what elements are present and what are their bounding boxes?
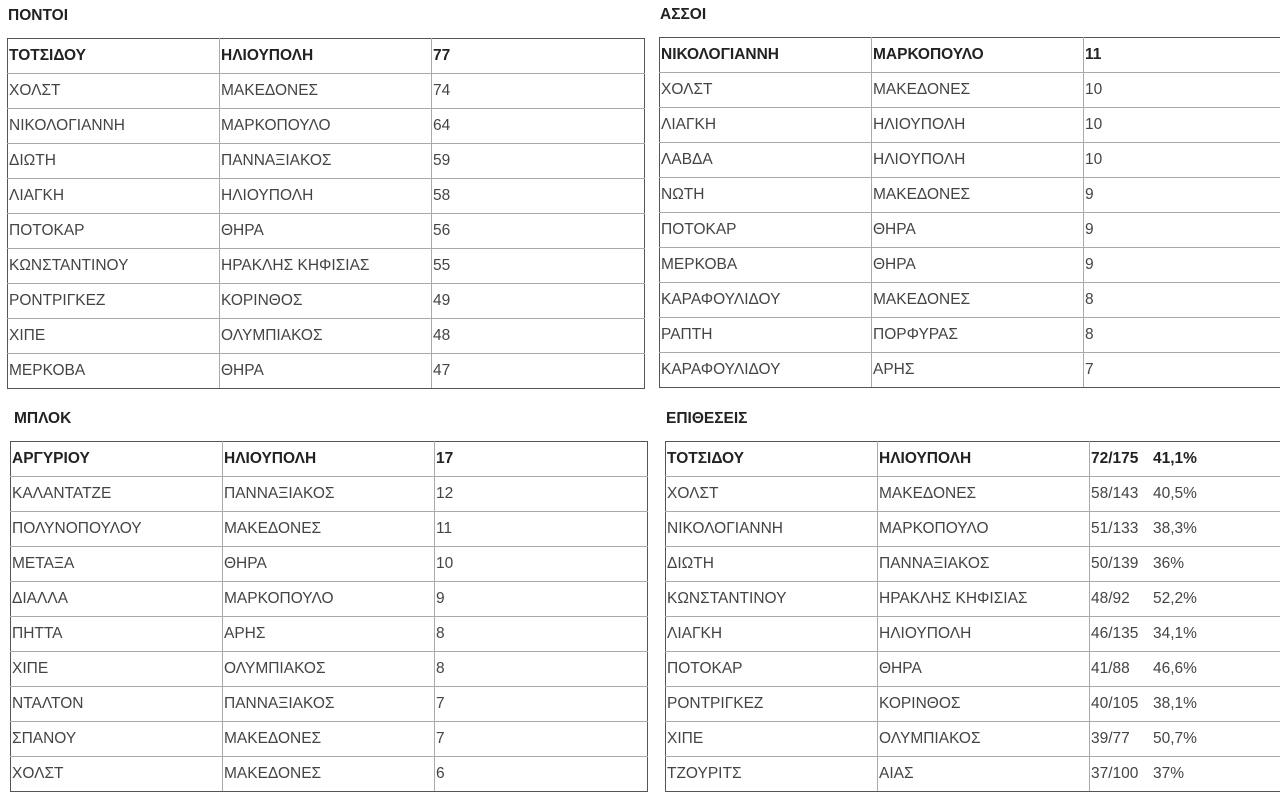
- stat-value-cell: 9: [1084, 178, 1280, 213]
- table-row: [11, 582, 648, 617]
- team-name-cell: ΜΑΚΕΔΟΝΕΣ: [878, 477, 1090, 512]
- team-name-cell: ΠΑΝΝΑΞΙΑΚΟΣ: [223, 477, 435, 512]
- table-row: [660, 108, 1280, 143]
- player-name-cell: ΝΤΑΛΤΟΝ: [11, 687, 223, 722]
- player-name-cell: ΛΙΑΓΚΗ: [8, 179, 220, 214]
- table-row: [11, 617, 648, 652]
- table-row: [8, 74, 645, 109]
- table-row: [8, 144, 645, 179]
- table-row: [666, 652, 1280, 687]
- attack-percentage: 34,1%: [1153, 625, 1197, 642]
- team-name-cell: ΠΑΝΝΑΞΙΑΚΟΣ: [220, 144, 432, 179]
- stat-value-cell: 12: [435, 477, 648, 512]
- table-row: [660, 213, 1280, 248]
- table-row: [660, 353, 1280, 388]
- team-name-cell: ΜΑΚΕΔΟΝΕΣ: [220, 74, 432, 109]
- assoi-table: [659, 37, 1280, 388]
- table-row: [666, 547, 1280, 582]
- team-name-cell: ΜΑΡΚΟΠΟΥΛΟ: [220, 109, 432, 144]
- mplok-table: [10, 441, 648, 792]
- team-name-cell: ΟΛΥΜΠΙΑΚΟΣ: [878, 722, 1090, 757]
- epitheseis-title: ΕΠΙΘΕΣΕΙΣ: [666, 410, 748, 427]
- team-name-cell: ΟΛΥΜΠΙΑΚΟΣ: [220, 319, 432, 354]
- stat-value-cell: [1090, 617, 1280, 652]
- stat-value-cell: 55: [432, 249, 645, 284]
- table-row: [666, 757, 1280, 792]
- stat-value-cell: 77: [432, 39, 645, 74]
- team-name-cell: ΟΛΥΜΠΙΑΚΟΣ: [223, 652, 435, 687]
- stat-value-cell: 48: [432, 319, 645, 354]
- stat-value-cell: 7: [435, 687, 648, 722]
- attack-percentage: 46,6%: [1153, 660, 1197, 677]
- attack-ratio: 46/135: [1091, 625, 1139, 642]
- player-name-cell: ΝΙΚΟΛΟΓΙΑΝΝΗ: [666, 512, 878, 547]
- player-name-cell: ΚΩΝΣΤΑΝΤΙΝΟΥ: [8, 249, 220, 284]
- table-row: [8, 284, 645, 319]
- player-name-cell: ΧΟΛΣΤ: [11, 757, 223, 792]
- table-row: [666, 512, 1280, 547]
- team-name-cell: ΗΛΙΟΥΠΟΛΗ: [220, 39, 432, 74]
- player-name-cell: ΧΙΠΕ: [11, 652, 223, 687]
- player-name-cell: ΝΙΚΟΛΟΓΙΑΝΝΗ: [660, 38, 872, 73]
- stat-value-cell: 10: [1084, 108, 1280, 143]
- player-name-cell: ΛΑΒΔΑ: [660, 143, 872, 178]
- player-name-cell: ΠΟΤΟΚΑΡ: [660, 213, 872, 248]
- attack-ratio: 58/143: [1091, 485, 1139, 502]
- team-name-cell: ΜΑΡΚΟΠΟΥΛΟ: [223, 582, 435, 617]
- attack-percentage: 50,7%: [1153, 730, 1197, 747]
- player-name-cell: ΧΙΠΕ: [666, 722, 878, 757]
- table-row: [11, 477, 648, 512]
- table-row: [660, 178, 1280, 213]
- table-leader-row: [666, 442, 1280, 477]
- team-name-cell: ΜΑΡΚΟΠΟΥΛΟ: [872, 38, 1084, 73]
- table-row: [8, 109, 645, 144]
- stat-value-cell: 7: [435, 722, 648, 757]
- table-row: [8, 354, 645, 389]
- stat-value-cell: [1090, 512, 1280, 547]
- attack-percentage: 41,1%: [1153, 450, 1197, 467]
- team-name-cell: ΜΑΚΕΔΟΝΕΣ: [872, 178, 1084, 213]
- stat-value-cell: [1090, 442, 1280, 477]
- team-name-cell: ΘΗΡΑ: [223, 547, 435, 582]
- table-row: [8, 319, 645, 354]
- table-row: [8, 214, 645, 249]
- team-name-cell: ΗΡΑΚΛΗΣ ΚΗΦΙΣΙΑΣ: [220, 249, 432, 284]
- team-name-cell: ΘΗΡΑ: [878, 652, 1090, 687]
- stat-value-cell: 11: [1084, 38, 1280, 73]
- team-name-cell: ΗΛΙΟΥΠΟΛΗ: [223, 442, 435, 477]
- player-name-cell: ΑΡΓΥΡΙΟΥ: [11, 442, 223, 477]
- table-row: [666, 477, 1280, 512]
- stat-value-cell: 64: [432, 109, 645, 144]
- stat-value-cell: 9: [1084, 248, 1280, 283]
- stat-value-cell: [1090, 582, 1280, 617]
- player-name-cell: ΚΩΝΣΤΑΝΤΙΝΟΥ: [666, 582, 878, 617]
- stat-value-cell: [1090, 477, 1280, 512]
- table-leader-row: [8, 39, 645, 74]
- player-name-cell: ΠΟΛΥΝΟΠΟΥΛΟΥ: [11, 512, 223, 547]
- player-name-cell: ΣΠΑΝΟΥ: [11, 722, 223, 757]
- player-name-cell: ΔΙΩΤΗ: [8, 144, 220, 179]
- player-name-cell: ΧΟΛΣΤ: [666, 477, 878, 512]
- table-row: [666, 722, 1280, 757]
- team-name-cell: ΗΡΑΚΛΗΣ ΚΗΦΙΣΙΑΣ: [878, 582, 1090, 617]
- player-name-cell: ΝΙΚΟΛΟΓΙΑΝΝΗ: [8, 109, 220, 144]
- stat-value-cell: 9: [1084, 213, 1280, 248]
- team-name-cell: ΠΑΝΝΑΞΙΑΚΟΣ: [878, 547, 1090, 582]
- player-name-cell: ΔΙΩΤΗ: [666, 547, 878, 582]
- team-name-cell: ΗΛΙΟΥΠΟΛΗ: [872, 108, 1084, 143]
- team-name-cell: ΠΑΝΝΑΞΙΑΚΟΣ: [223, 687, 435, 722]
- attack-ratio: 51/133: [1091, 520, 1139, 537]
- team-name-cell: ΘΗΡΑ: [872, 248, 1084, 283]
- team-name-cell: ΜΑΚΕΔΟΝΕΣ: [872, 283, 1084, 318]
- table-row: [660, 248, 1280, 283]
- team-name-cell: ΚΟΡΙΝΘΟΣ: [220, 284, 432, 319]
- team-name-cell: ΘΗΡΑ: [220, 214, 432, 249]
- player-name-cell: ΡΑΠΤΗ: [660, 318, 872, 353]
- mplok-title: ΜΠΛΟΚ: [14, 410, 72, 427]
- player-name-cell: ΔΙΑΛΛΑ: [11, 582, 223, 617]
- team-name-cell: ΗΛΙΟΥΠΟΛΗ: [872, 143, 1084, 178]
- table-row: [11, 652, 648, 687]
- stat-value-cell: 10: [435, 547, 648, 582]
- stat-value-cell: 17: [435, 442, 648, 477]
- attack-ratio: 37/100: [1091, 765, 1139, 782]
- team-name-cell: ΜΑΚΕΔΟΝΕΣ: [872, 73, 1084, 108]
- pontoi-title: ΠΟΝΤΟΙ: [8, 7, 68, 24]
- team-name-cell: ΠΟΡΦΥΡΑΣ: [872, 318, 1084, 353]
- player-name-cell: ΜΕΤΑΞΑ: [11, 547, 223, 582]
- player-name-cell: ΚΑΡΑΦΟΥΛΙΔΟΥ: [660, 283, 872, 318]
- table-row: [666, 687, 1280, 722]
- table-row: [666, 582, 1280, 617]
- stat-value-cell: 8: [1084, 318, 1280, 353]
- attack-ratio: 41/88: [1091, 660, 1130, 677]
- player-name-cell: ΤΖΟΥΡΙΤΣ: [666, 757, 878, 792]
- team-name-cell: ΑΙΑΣ: [878, 757, 1090, 792]
- table-row: [8, 179, 645, 214]
- stat-value-cell: 10: [1084, 73, 1280, 108]
- player-name-cell: ΠΗΤΤΑ: [11, 617, 223, 652]
- team-name-cell: ΜΑΡΚΟΠΟΥΛΟ: [878, 512, 1090, 547]
- player-name-cell: ΤΟΤΣΙΔΟΥ: [666, 442, 878, 477]
- team-name-cell: ΜΑΚΕΔΟΝΕΣ: [223, 512, 435, 547]
- stat-value-cell: 8: [1084, 283, 1280, 318]
- assoi-title: ΑΣΣΟΙ: [660, 6, 707, 23]
- player-name-cell: ΡΟΝΤΡΙΓΚΕΖ: [8, 284, 220, 319]
- attack-ratio: 40/105: [1091, 695, 1139, 712]
- player-name-cell: ΜΕΡΚΟΒΑ: [8, 354, 220, 389]
- stat-value-cell: 6: [435, 757, 648, 792]
- attack-percentage: 37%: [1153, 765, 1185, 782]
- attack-ratio: 39/77: [1091, 730, 1130, 747]
- stat-value-cell: 7: [1084, 353, 1280, 388]
- stat-value-cell: [1090, 687, 1280, 722]
- table-row: [660, 283, 1280, 318]
- table-row: [660, 143, 1280, 178]
- team-name-cell: ΜΑΚΕΔΟΝΕΣ: [223, 722, 435, 757]
- team-name-cell: ΗΛΙΟΥΠΟΛΗ: [220, 179, 432, 214]
- team-name-cell: ΘΗΡΑ: [872, 213, 1084, 248]
- player-name-cell: ΠΟΤΟΚΑΡ: [8, 214, 220, 249]
- stat-value-cell: [1090, 722, 1280, 757]
- table-row: [8, 249, 645, 284]
- stat-value-cell: 56: [432, 214, 645, 249]
- stat-value-cell: 59: [432, 144, 645, 179]
- stat-value-cell: 9: [435, 582, 648, 617]
- player-name-cell: ΛΙΑΓΚΗ: [666, 617, 878, 652]
- table-row: [11, 687, 648, 722]
- epitheseis-table: [665, 441, 1280, 792]
- player-name-cell: ΛΙΑΓΚΗ: [660, 108, 872, 143]
- player-name-cell: ΡΟΝΤΡΙΓΚΕΖ: [666, 687, 878, 722]
- stat-value-cell: 11: [435, 512, 648, 547]
- player-name-cell: ΤΟΤΣΙΔΟΥ: [8, 39, 220, 74]
- table-leader-row: [11, 442, 648, 477]
- team-name-cell: ΗΛΙΟΥΠΟΛΗ: [878, 442, 1090, 477]
- attack-percentage: 40,5%: [1153, 485, 1197, 502]
- player-name-cell: ΧΙΠΕ: [8, 319, 220, 354]
- attack-percentage: 36%: [1153, 555, 1185, 572]
- table-leader-row: [660, 38, 1280, 73]
- player-name-cell: ΚΑΛΑΝΤΑΤΖΕ: [11, 477, 223, 512]
- table-row: [11, 512, 648, 547]
- team-name-cell: ΑΡΗΣ: [872, 353, 1084, 388]
- stat-value-cell: 10: [1084, 143, 1280, 178]
- team-name-cell: ΘΗΡΑ: [220, 354, 432, 389]
- table-row: [666, 617, 1280, 652]
- player-name-cell: ΠΟΤΟΚΑΡ: [666, 652, 878, 687]
- player-name-cell: ΜΕΡΚΟΒΑ: [660, 248, 872, 283]
- attack-percentage: 38,1%: [1153, 695, 1197, 712]
- team-name-cell: ΑΡΗΣ: [223, 617, 435, 652]
- stat-value-cell: [1090, 547, 1280, 582]
- stat-value-cell: 8: [435, 617, 648, 652]
- attack-ratio: 48/92: [1091, 590, 1130, 607]
- player-name-cell: ΝΩΤΗ: [660, 178, 872, 213]
- stat-value-cell: [1090, 757, 1280, 792]
- stat-value-cell: 47: [432, 354, 645, 389]
- table-row: [11, 547, 648, 582]
- table-row: [11, 757, 648, 792]
- attack-percentage: 52,2%: [1153, 590, 1197, 607]
- player-name-cell: ΧΟΛΣΤ: [8, 74, 220, 109]
- table-row: [660, 318, 1280, 353]
- attack-ratio: 72/175: [1091, 450, 1139, 467]
- player-name-cell: ΧΟΛΣΤ: [660, 73, 872, 108]
- table-row: [11, 722, 648, 757]
- stat-value-cell: [1090, 652, 1280, 687]
- team-name-cell: ΚΟΡΙΝΘΟΣ: [878, 687, 1090, 722]
- attack-percentage: 38,3%: [1153, 520, 1197, 537]
- stat-value-cell: 58: [432, 179, 645, 214]
- stat-value-cell: 49: [432, 284, 645, 319]
- stat-value-cell: 8: [435, 652, 648, 687]
- table-row: [660, 73, 1280, 108]
- stat-value-cell: 74: [432, 74, 645, 109]
- player-name-cell: ΚΑΡΑΦΟΥΛΙΔΟΥ: [660, 353, 872, 388]
- team-name-cell: ΗΛΙΟΥΠΟΛΗ: [878, 617, 1090, 652]
- pontoi-table: [7, 38, 645, 389]
- attack-ratio: 50/139: [1091, 555, 1139, 572]
- team-name-cell: ΜΑΚΕΔΟΝΕΣ: [223, 757, 435, 792]
